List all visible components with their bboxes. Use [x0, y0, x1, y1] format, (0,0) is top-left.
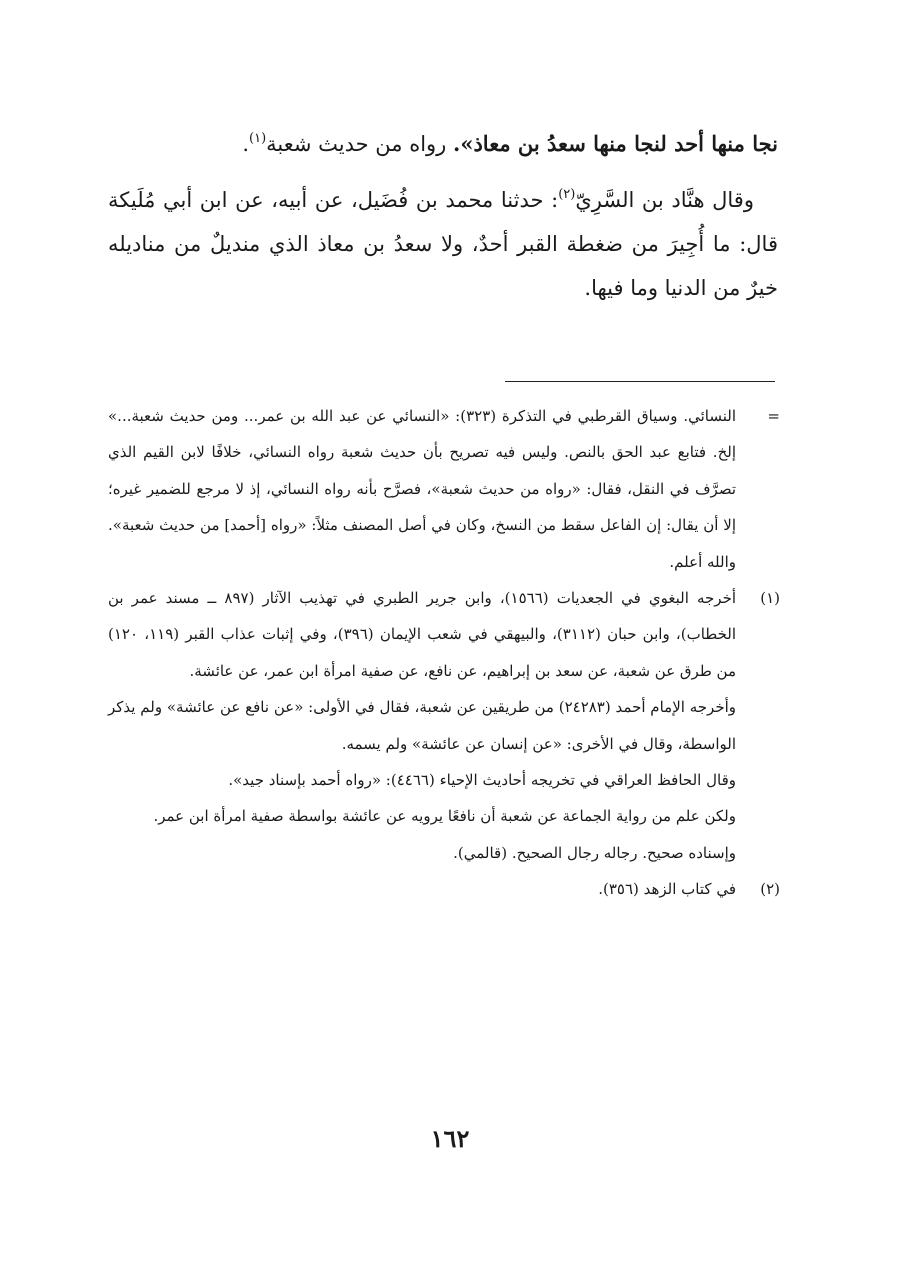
- footnote-paragraph: وقال الحافظ العراقي في تخريجه أحاديث الإحياء (٤٤٦٦): «رواه أحمد بإسناد جيد».: [228, 771, 736, 790]
- footnote-separator: [505, 381, 775, 382]
- main-text-span: رواه من حديث شعبة: [266, 132, 454, 156]
- page-number: ١٦٢: [430, 1124, 470, 1153]
- main-text: [108, 122, 778, 310]
- footnote-paragraph: وأخرجه الإمام أحمد (٢٤٢٨٣) من طريقين عن شعبة، فقال في الأولى: «عن نافع عن عائشة» ولم يذكر الواسطة، وقال في الأخرى: «عن إنسان عن عائشة» ولم يسمه.: [108, 698, 736, 753]
- footnotes: [108, 398, 780, 908]
- footnote-number: (٢): [760, 880, 780, 899]
- footnote-paragraph: ولكن علم من رواية الجماعة عن شعبة أن نافعًا يرويه عن عائشة بواسطة صفية امرأة ابن عمر.: [153, 807, 736, 826]
- footnote-ref-2: (٢): [558, 187, 576, 202]
- continuation-mark: =: [767, 407, 780, 425]
- footnote-2: [108, 871, 780, 907]
- main-paragraph-1: [108, 122, 778, 166]
- quote-bold: نجا منها أحد لنجا منها سعدُ بن معاذ».: [453, 131, 778, 156]
- footnote-paragraph: وإسناده صحيح. رجاله رجال الصحيح. (قالمي).: [453, 843, 736, 862]
- main-text-span: وقال هنَّاد بن السَّرِيّ: [575, 188, 754, 212]
- main-paragraph-2: [108, 178, 778, 310]
- footnote-paragraph: النسائي. وسياق القرطبي في التذكرة (٣٢٣): «النسائي عن عبد الله بن عمر... ومن حديث شعبة...» إلخ. فتابع عبد الحق بالنص. وليس فيه تصريح بأن حديث شعبة رواه النسائي، خلافًا لابن القيم الذي تصرَّف في النقل، فقال: «رواه من حديث شعبة»، فصرَّح بأنه رواه النسائي، إذ لا مرجع للضمير غيره؛ إلا أن يقال: إن الفاعل سقط من النسخ، وكان في أصل المصنف مثلاً: «رواه [أحمد] من حديث شعبة». والله أعلم.: [108, 407, 737, 571]
- footnote-paragraph: أخرجه البغوي في الجعديات (١٥٦٦)، وابن جرير الطبري في تهذيب الآثار (٨٩٧ ــ مسند عمر بن الخطاب)، وابن حبان (٣١١٢)، والبيهقي في شعب الإيمان (٣٩٦)، وفي إثبات عذاب القبر (١١٩، ١٢٠) من طرق عن شعبة، عن سعد بن إبراهيم، عن نافع، عن صفية امرأة ابن عمر، عن عائشة.: [108, 589, 737, 680]
- footnote-paragraph: في كتاب الزهد (٣٥٦).: [598, 880, 736, 899]
- period: .: [242, 132, 250, 156]
- footnote-continuation: [108, 398, 780, 580]
- footnote-number: (١): [760, 589, 780, 608]
- footnote-ref-1: (١): [249, 131, 267, 146]
- footnote-1: [108, 580, 780, 871]
- main-text-span: : حدثنا محمد بن فُضَيل، عن أبيه، عن ابن أبي مُلَيكة قال: ما أُجِيرَ من ضغطة القبر أحدٌ، ولا سعدُ بن معاذ الذي منديلٌ من مناديله خيرٌ من الدنيا وما فيها.: [108, 188, 778, 300]
